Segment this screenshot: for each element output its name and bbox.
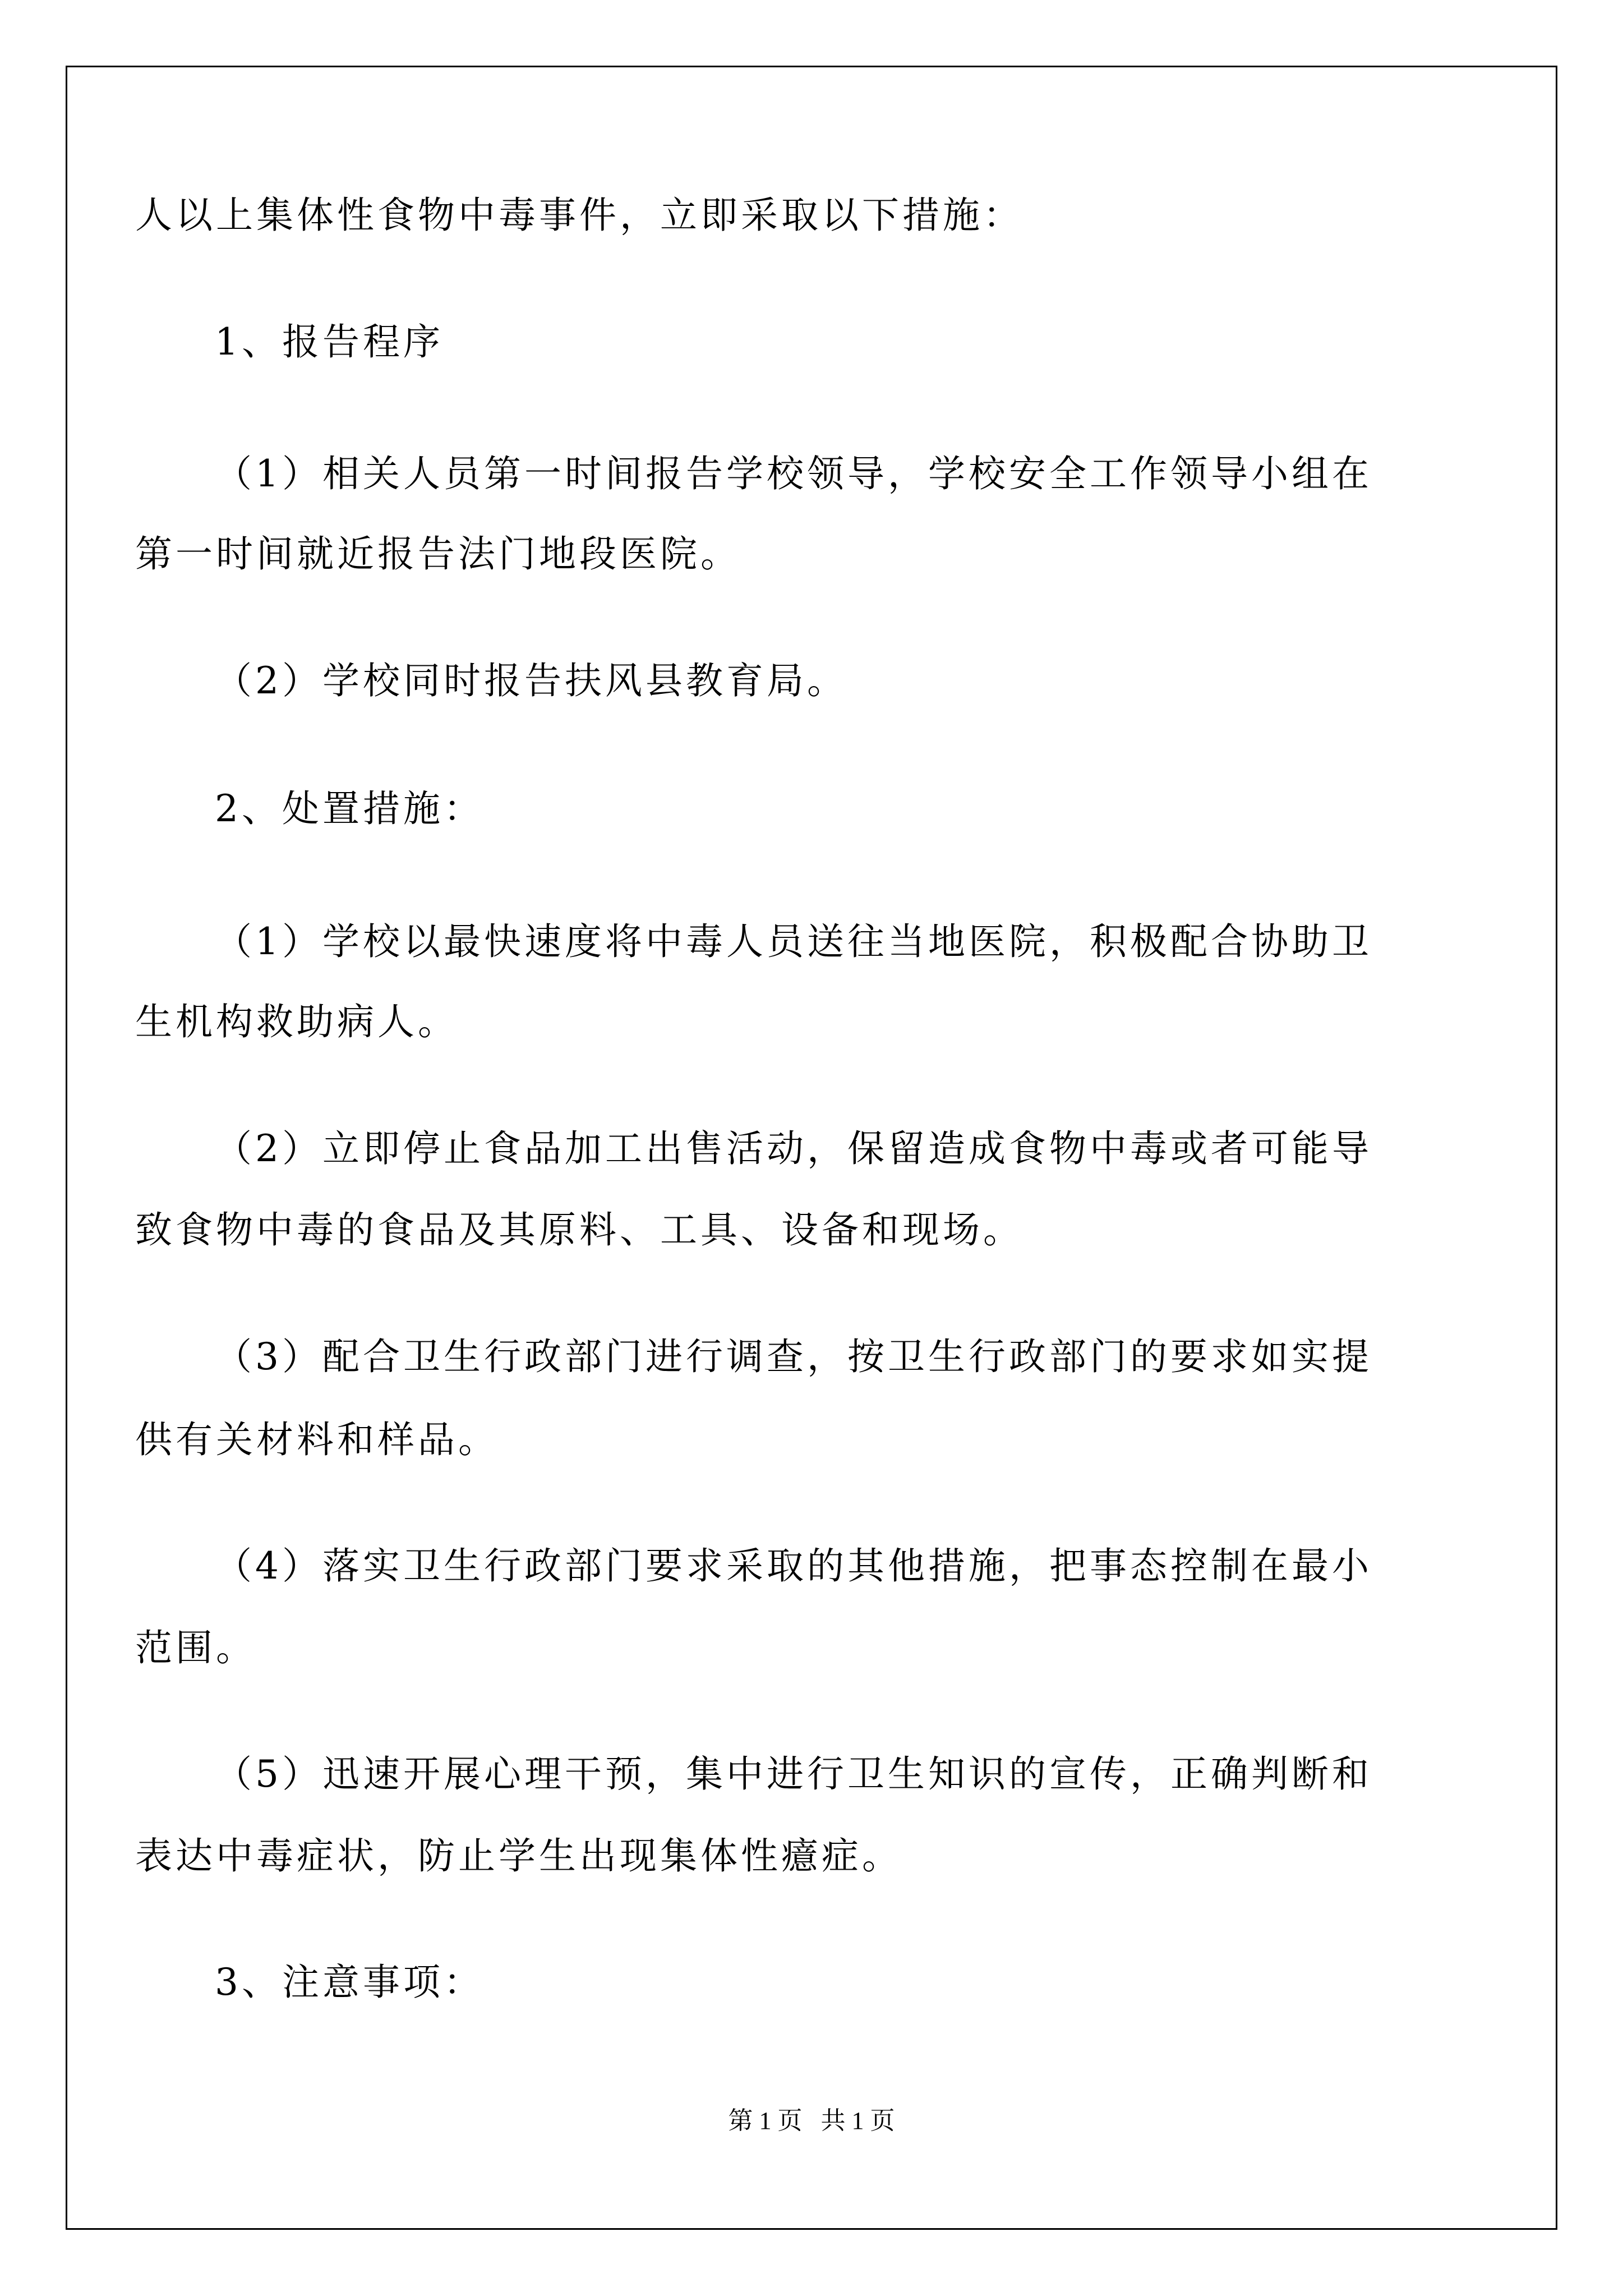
section-heading: 2、处置措施： (215, 787, 484, 830)
paragraph-line: （4）落实卫生行政部门要求采取的其他措施，把事态控制在最小 (215, 1544, 1372, 1588)
paragraph-line: 表达中毒症状，防止学生出现集体性癔症。 (135, 1834, 902, 1878)
paragraph-line: （3）配合卫生行政部门进行调查，按卫生行政部门的要求如实提 (215, 1335, 1372, 1378)
paragraph-line: （2）学校同时报告扶风县教育局。 (215, 659, 847, 702)
paragraph-line: （2）立即停止食品加工出售活动，保留造成食物中毒或者可能导 (215, 1127, 1372, 1170)
paragraph-line: 生机构救助病人。 (135, 1000, 458, 1043)
paragraph-line: （1）学校以最快速度将中毒人员送往当地医院，积极配合协助卫 (215, 920, 1372, 963)
page-border (66, 66, 1557, 2230)
paragraph-line: 范围。 (135, 1626, 256, 1669)
paragraph-line: （1）相关人员第一时间报告学校领导，学校安全工作领导小组在 (215, 452, 1372, 495)
paragraph-line: 供有关材料和样品。 (135, 1418, 499, 1461)
section-heading: 3、注意事项： (215, 1961, 484, 2004)
paragraph-line: 第一时间就近报告法门地段医院。 (135, 532, 741, 576)
paragraph-line: （5）迅速开展心理干预，集中进行卫生知识的宣传，正确判断和 (215, 1752, 1372, 1796)
page-number-footer: 第 1 页 共 1 页 (728, 2107, 895, 2134)
paragraph-line: 人以上集体性食物中毒事件，立即采取以下措施： (135, 194, 1023, 237)
paragraph-line: 致食物中毒的食品及其原料、工具、设备和现场。 (135, 1208, 1023, 1251)
section-heading: 1、报告程序 (215, 320, 444, 364)
